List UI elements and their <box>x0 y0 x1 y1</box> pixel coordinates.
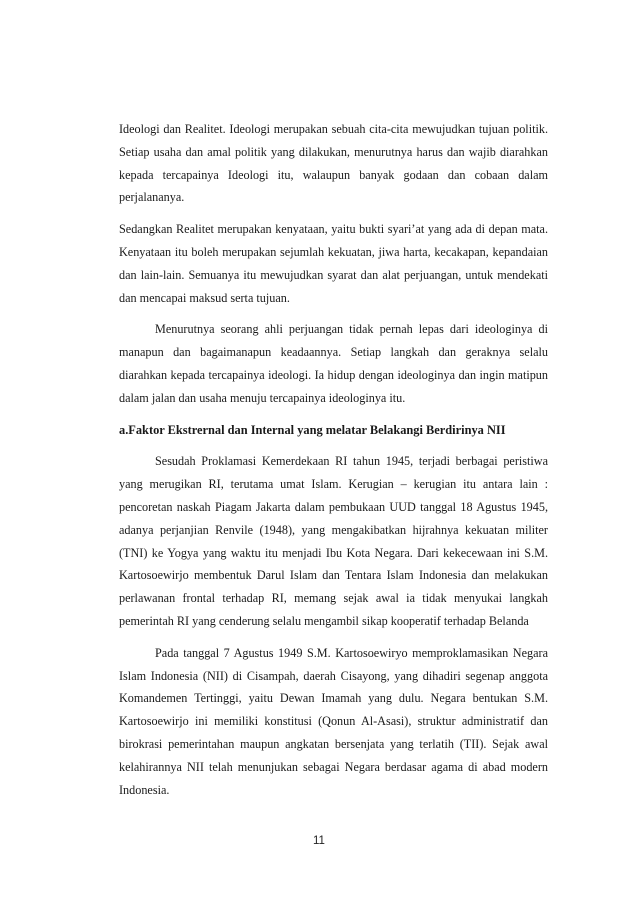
paragraph-nii-proklamasi: Pada tanggal 7 Agustus 1949 S.M. Kartosoewiryo memproklamasikan Negara Islam Indonesia (NII) di Cisampah, daerah Cisayong, yang dihadiri segenap anggota Komandemen Tertinggi, yaitu Dewan Imamah yang dulu. Negara bentukan S.M. Kartosoewirjo ini memiliki konstitusi (Qonun Al-Asasi), struktur administratif dan birokrasi pemerintahan maupun angkatan bersenjata yang terlatih (TII). Sejak awal kelahirannya NII telah menunjukan sebagai Negara berdasar agama di abad modern Indonesia. <box>119 645 548 797</box>
paragraph-ideologi-definition: Ideologi dan Realitet. Ideologi merupakan sebuah cita-cita mewujudkan tujuan politik. Setiap usaha dan amal politik yang dilakukan, menurutnya harus dan wajib diarahkan kepada tercapainya Ideologi itu, walaupun banyak godaan dan cobaan dalam perjalananya. <box>119 122 548 205</box>
paragraph-realitet-definition: Sedangkan Realitet merupakan kenyataan, yaitu bukti syari’at yang ada di depan mata. Kenyataan itu boleh merupakan sejumlah kekuatan, jiwa harta, kecakapan, kepandaian dan lain-lain. Semuanya itu mewujudkan syarat dan alat perjuangan, untuk mendekati dan mencapai maksud serta tujuan. <box>119 222 548 305</box>
page-number: 11 <box>313 835 325 847</box>
section-heading: a.Faktor Ekstrernal dan Internal yang melatar Belakangi Berdirinya NII <box>119 422 506 437</box>
page-body <box>119 118 548 810</box>
paragraph-proklamasi: Sesudah Proklamasi Kemerdekaan RI tahun 1945, terjadi berbagai peristiwa yang merugikan RI, terutama umat Islam. Kerugian – kerugian itu antara lain : pencoretan naskah Piagam Jakarta dalam pembukaan UUD tanggal 18 Agustus 1945, adanya perjanjian Renvile (1948), yang mengakibatkan hijrahnya kekuatan militer (TNI) ke Yogya yang waktu itu menjadi Ibu Kota Negara. Dari kekecewaan ini S.M. Kartosoewirjo membentuk Darul Islam dan Tentara Islam Indonesia dan melakukan perlawanan frontal terhadap RI, memang sejak awal ia tidak menyukai langkah pemerintah RI yang cenderung selalu mengambil sikap kooperatif terhadap Belanda <box>119 454 548 628</box>
paragraph-ahli-perjuangan: Menurutnya seorang ahli perjuangan tidak pernah lepas dari ideologinya di manapun dan bagaimanapun keadaannya. Setiap langkah dan geraknya selalu diarahkan kepada tercapainya ideologi. Ia hidup dengan ideologinya dan ingin matipun dalam jalan dan usaha menuju tercapainya ideologinya itu. <box>119 322 548 405</box>
